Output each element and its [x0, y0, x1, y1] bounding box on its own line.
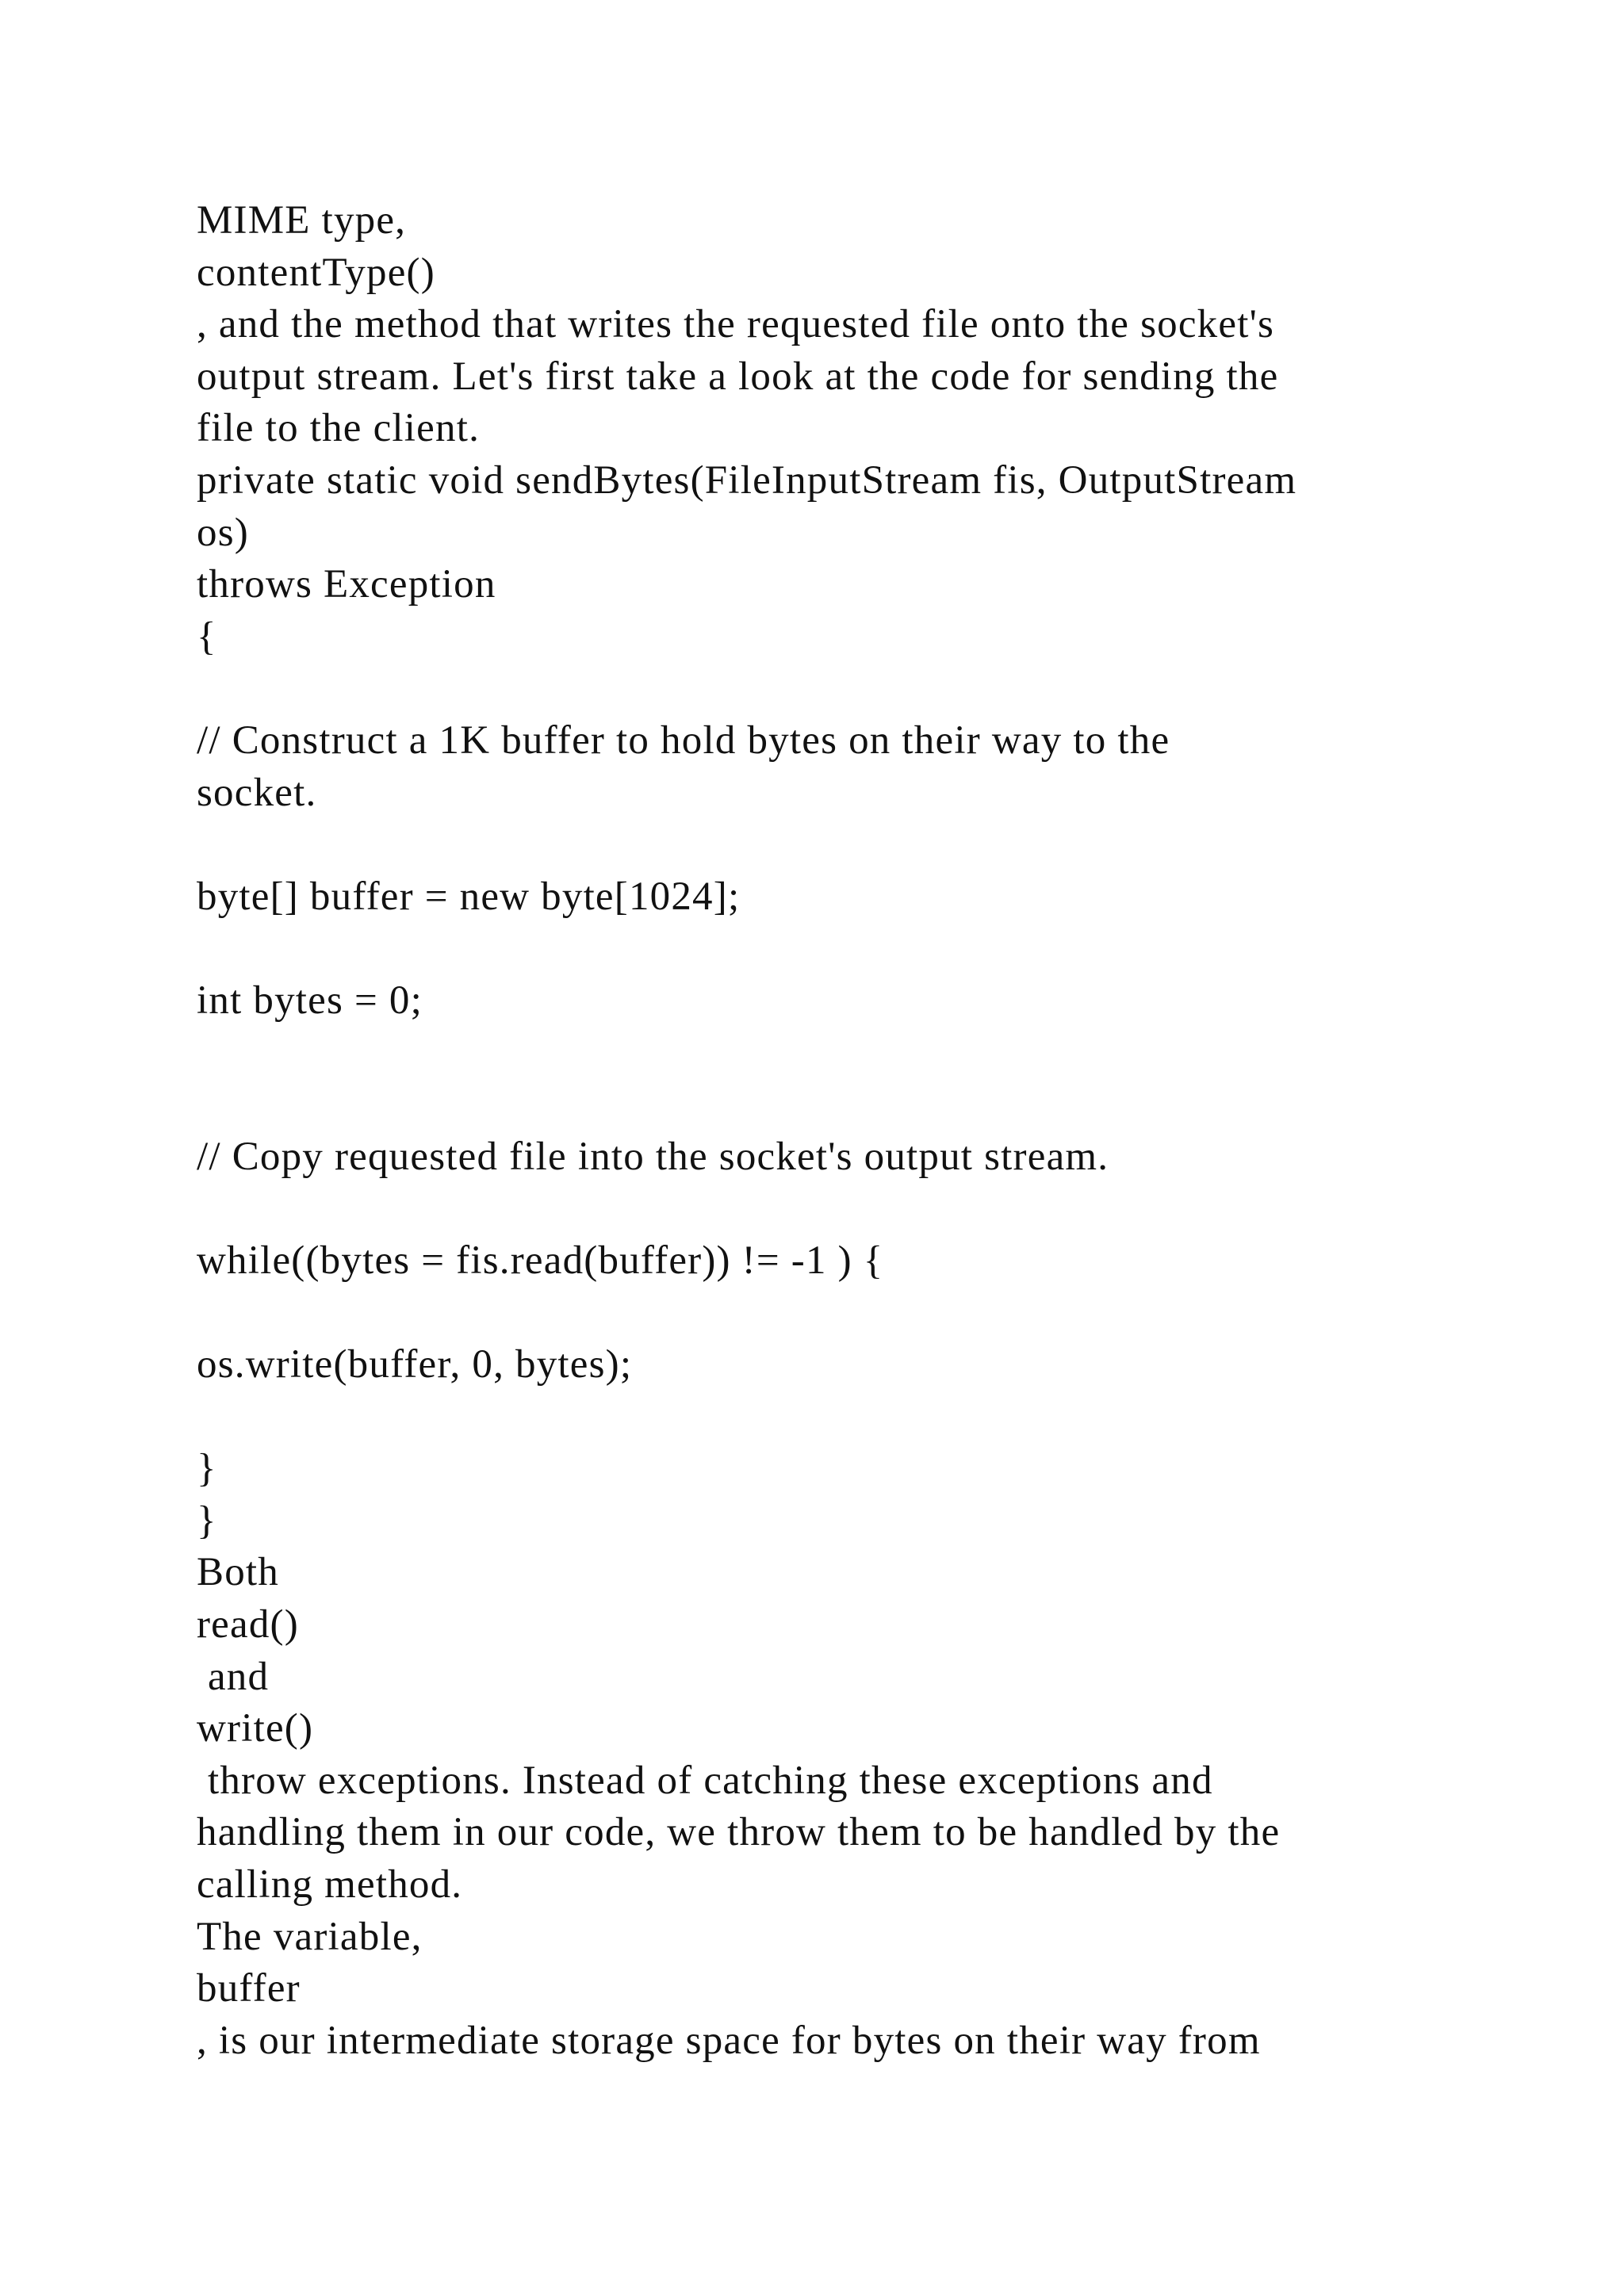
blank-line	[197, 1183, 1434, 1235]
code-line: throws Exception	[197, 562, 496, 607]
code-inline: write()	[197, 1706, 314, 1751]
blank-line	[197, 923, 1434, 975]
text-line: file to the client.	[197, 406, 481, 451]
code-comment: socket.	[197, 770, 317, 815]
code-line: while((bytes = fis.read(buffer)) != -1 ) {	[197, 1238, 884, 1283]
blank-line	[197, 1027, 1434, 1080]
document-text	[197, 195, 1434, 2067]
text-line: , and the method that writes the requested file onto the socket's	[197, 302, 1275, 347]
text-line: throw exceptions. Instead of catching these exceptions and	[197, 1758, 1213, 1803]
blank-line	[197, 1391, 1434, 1444]
code-line: private static void sendBytes(FileInputStream fis, OutputStream	[197, 457, 1297, 503]
text-line: and	[197, 1654, 270, 1699]
blank-line	[197, 1079, 1434, 1131]
text-line: calling method.	[197, 1862, 463, 1907]
blank-line	[197, 819, 1434, 871]
blank-line	[197, 663, 1434, 715]
code-line: byte[] buffer = new byte[1024];	[197, 874, 741, 919]
text-line: handling them in our code, we throw them to be handled by the	[197, 1810, 1281, 1855]
blank-line	[197, 1287, 1434, 1339]
code-comment: // Copy requested file into the socket's output stream.	[197, 1134, 1109, 1179]
code-line: {	[197, 614, 217, 659]
text-line: , is our intermediate storage space for bytes on their way from	[197, 2018, 1261, 2063]
code-line: int bytes = 0;	[197, 978, 423, 1023]
code-inline: contentType()	[197, 250, 435, 295]
code-inline: buffer	[197, 1966, 301, 2011]
code-line: os)	[197, 510, 249, 555]
text-line: The variable,	[197, 1914, 423, 1959]
code-line: }	[197, 1446, 217, 1491]
text-line: Both	[197, 1550, 279, 1595]
text-line: output stream. Let's first take a look at the code for sending the	[197, 354, 1279, 399]
code-line: }	[197, 1498, 217, 1543]
code-inline: read()	[197, 1602, 299, 1647]
code-line: os.write(buffer, 0, bytes);	[197, 1342, 633, 1387]
text-line: MIME type,	[197, 198, 407, 243]
code-comment: // Construct a 1K buffer to hold bytes on their way to the	[197, 718, 1170, 763]
